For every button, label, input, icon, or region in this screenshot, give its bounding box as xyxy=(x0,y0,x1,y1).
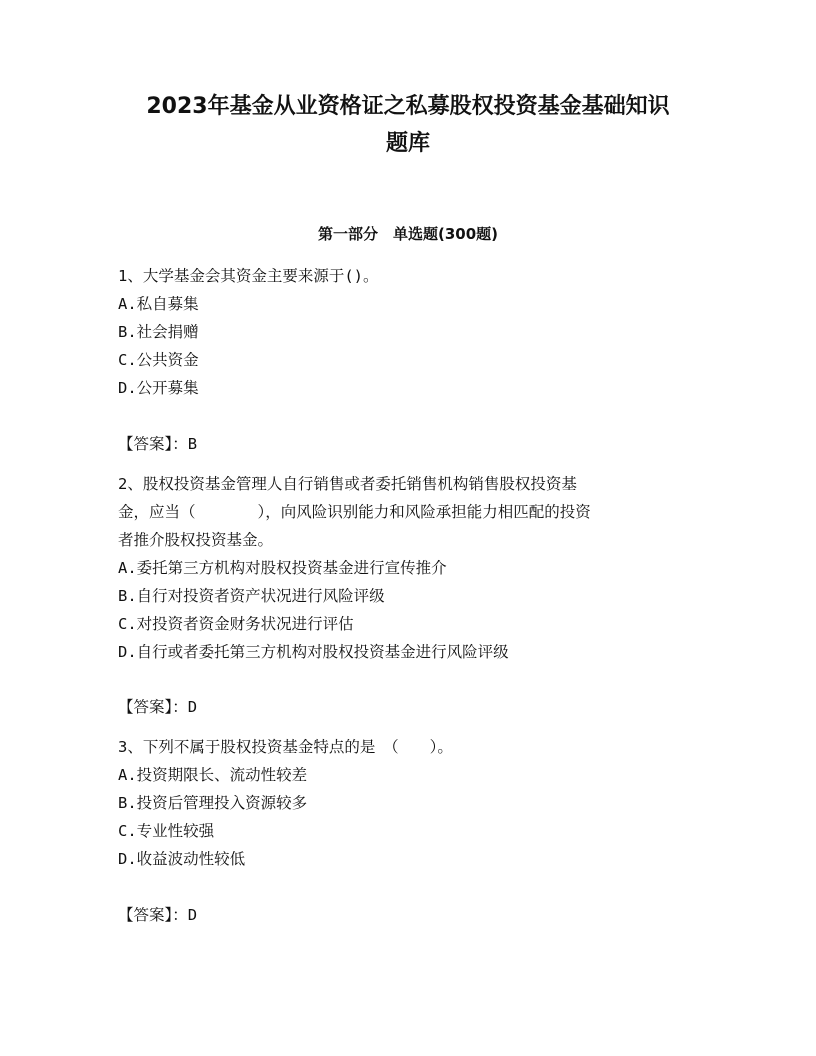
page-title xyxy=(100,88,716,162)
section-heading: 第一部分 单选题(300题) xyxy=(317,225,499,243)
page-title-line-1: 2023年基金从业资格证之私募股权投资基金基础知识 xyxy=(146,94,670,119)
question-2-answer xyxy=(118,693,698,721)
page-title-line-2: 题库 xyxy=(385,131,430,156)
question-3-option-c: C.专业性较强 xyxy=(118,822,215,840)
question-2-stem-line-3: 者推介股权投资基金。 xyxy=(118,531,274,549)
question-3-stem: 3、下列不属于股权投资基金特点的是 （ ）。 xyxy=(118,738,453,756)
question-1-stem: 1、大学基金会其资金主要来源于()。 xyxy=(118,267,379,285)
question-3-option-b: B.投资后管理投入资源较多 xyxy=(118,794,308,812)
answer-label: 【答案】： xyxy=(118,906,188,924)
answer-value: D xyxy=(187,698,198,716)
question-2-stem-line-1: 2、股权投资基金管理人自行销售或者委托销售机构销售股权投资基 xyxy=(118,475,577,493)
answer-value: B xyxy=(187,435,198,453)
question-1-option-c: C.公共资金 xyxy=(118,351,199,369)
question-1-answer xyxy=(118,430,698,458)
question-2-option-c: C.对投资者资金财务状况进行评估 xyxy=(118,615,354,633)
question-2-stem-line-2: 金，应当（ ），向风险识别能力和风险承担能力相匹配的投资 xyxy=(118,503,591,521)
question-3-option-d: D.收益波动性较低 xyxy=(118,850,246,868)
answer-label: 【答案】： xyxy=(118,435,188,453)
question-2-option-a: A.委托第三方机构对股权投资基金进行宣传推介 xyxy=(118,559,447,577)
question-1-option-a: A.私自募集 xyxy=(118,295,199,313)
answer-value: D xyxy=(187,906,198,924)
question-3-option-a: A.投资期限长、流动性较差 xyxy=(118,766,308,784)
question-1-option-d: D.公开募集 xyxy=(118,379,199,397)
answer-label: 【答案】： xyxy=(118,698,188,716)
question-2-option-b: B.自行对投资者资产状况进行风险评级 xyxy=(118,587,385,605)
question-3-answer xyxy=(118,901,698,929)
question-2-option-d: D.自行或者委托第三方机构对股权投资基金进行风险评级 xyxy=(118,643,509,661)
question-1-option-b: B.社会捐赠 xyxy=(118,323,199,341)
